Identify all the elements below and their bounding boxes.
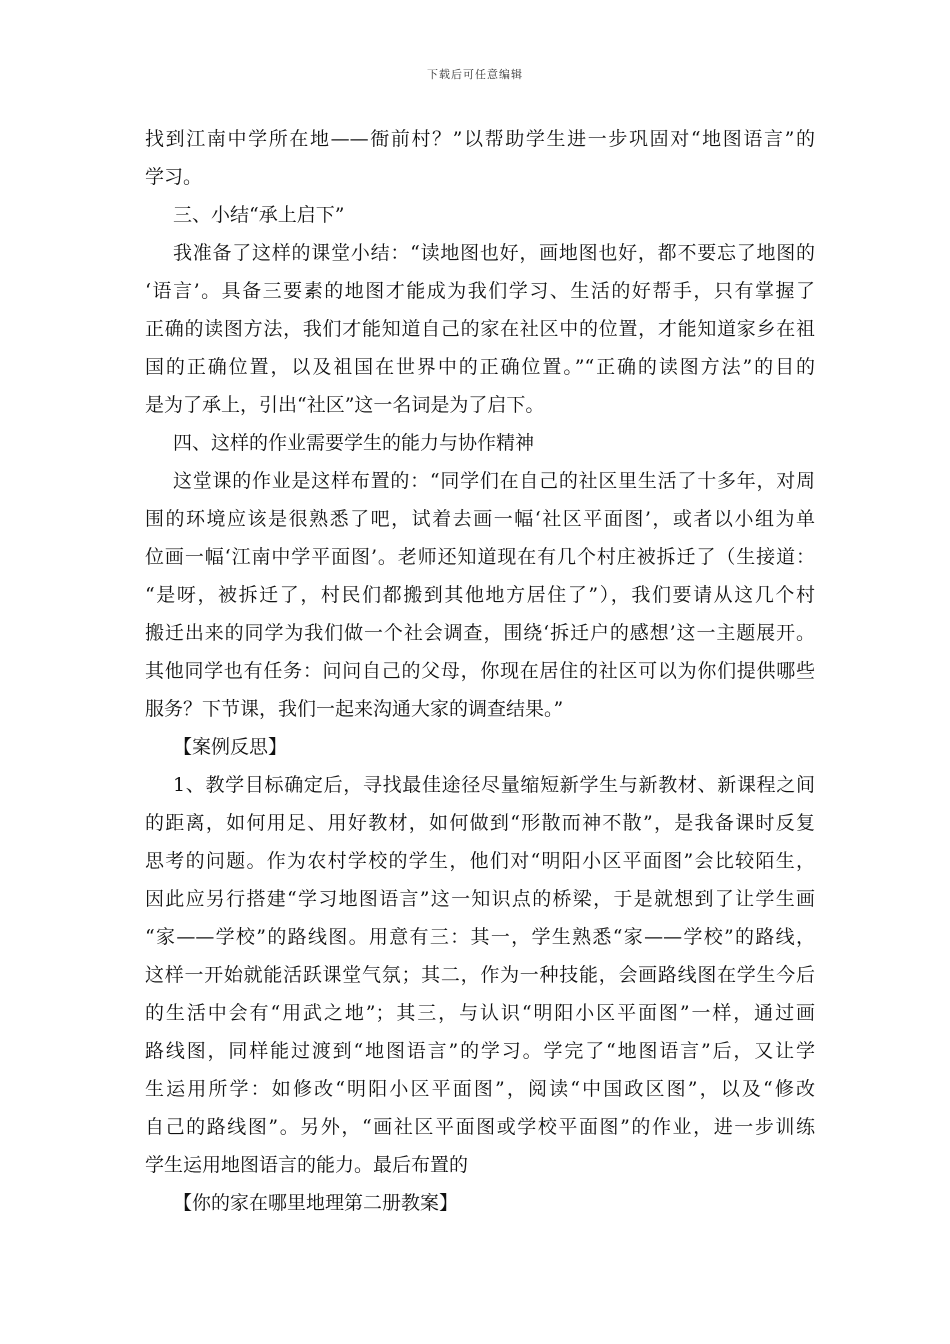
text-line: 学习。 xyxy=(145,166,203,188)
section-heading: 三、小结“承上启下” xyxy=(173,204,345,226)
text-line: ‘语言’。具备三要素的地图才能成为我们学习、生活的好帮手，只有掌握了 xyxy=(145,280,815,302)
text-line: 是为了承上，引出“社区”这一名词是为了启下。 xyxy=(145,394,545,416)
section-heading: 四、这样的作业需要学生的能力与协作精神 xyxy=(173,432,535,454)
text-line: 找到江南中学所在地——衙前村？”以帮助学生进一步巩固对“地图语言”的 xyxy=(145,128,815,150)
text-line: 围的环境应该是很熟悉了吧，试着去画一幅‘社区平面图’，或者以小组为单 xyxy=(145,508,815,530)
text-line: 思考的问题。作为农村学校的学生，他们对“明阳小区平面图”会比较陌生， xyxy=(145,850,815,872)
document-body xyxy=(145,120,815,1222)
text-line: 搬迁出来的同学为我们做一个社会调查，围绕‘拆迁户的感想’这一主题展开。 xyxy=(145,622,815,644)
text-line: 正确的读图方法，我们才能知道自己的家在社区中的位置，才能知道家乡在祖 xyxy=(145,318,815,340)
text-line: 的生活中会有“用武之地”；其三，与认识“明阳小区平面图”一样，通过画 xyxy=(145,1002,815,1024)
text-line: 服务？下节课，我们一起来沟通大家的调查结果。” xyxy=(145,698,564,720)
text-line: 其他同学也有任务：问问自己的父母，你现在居住的社区可以为你们提供哪些 xyxy=(145,660,815,682)
page-header-note: 下载后可任意编辑 xyxy=(427,68,523,81)
text-line: 我准备了这样的课堂小结：“读地图也好，画地图也好，都不要忘了地图的 xyxy=(173,242,815,264)
text-line: 这堂课的作业是这样布置的：“同学们在自己的社区里生活了十多年，对周 xyxy=(173,470,815,492)
text-line: 生运用所学：如修改“明阳小区平面图”，阅读“中国政区图”，以及“修改 xyxy=(145,1078,815,1100)
text-line: 1、教学目标确定后，寻找最佳途径尽量缩短新学生与新教材、新课程之间 xyxy=(173,774,815,796)
text-line: 学生运用地图语言的能力。最后布置的 xyxy=(145,1154,469,1176)
text-line: “是呀，被拆迁了，村民们都搬到其他地方居住了”），我们要请从这几个村 xyxy=(145,584,815,606)
section-heading: 【案例反思】 xyxy=(173,736,288,758)
text-line: 国的正确位置，以及祖国在世界中的正确位置。”“正确的读图方法”的目的 xyxy=(145,356,815,378)
text-line: “家——学校”的路线图。用意有三：其一，学生熟悉“家——学校”的路线， xyxy=(145,926,815,948)
text-line: 因此应另行搭建“学习地图语言”这一知识点的桥梁，于是就想到了让学生画 xyxy=(145,888,815,910)
text-line: 自己的路线图”。另外，“画社区平面图或学校平面图”的作业，进一步训练 xyxy=(145,1116,815,1138)
text-line: 路线图，同样能过渡到“地图语言”的学习。学完了“地图语言”后，又让学 xyxy=(145,1040,815,1062)
text-line: 这样一开始就能活跃课堂气氛；其二，作为一种技能，会画路线图在学生今后 xyxy=(145,964,815,986)
text-line: 的距离，如何用足、用好教材，如何做到“形散而神不散”，是我备课时反复 xyxy=(145,812,815,834)
text-line: 位画一幅‘江南中学平面图’。老师还知道现在有几个村庄被拆迁了（生接道： xyxy=(145,546,815,568)
document-footer-title: 【你的家在哪里地理第二册教案】 xyxy=(173,1192,459,1214)
